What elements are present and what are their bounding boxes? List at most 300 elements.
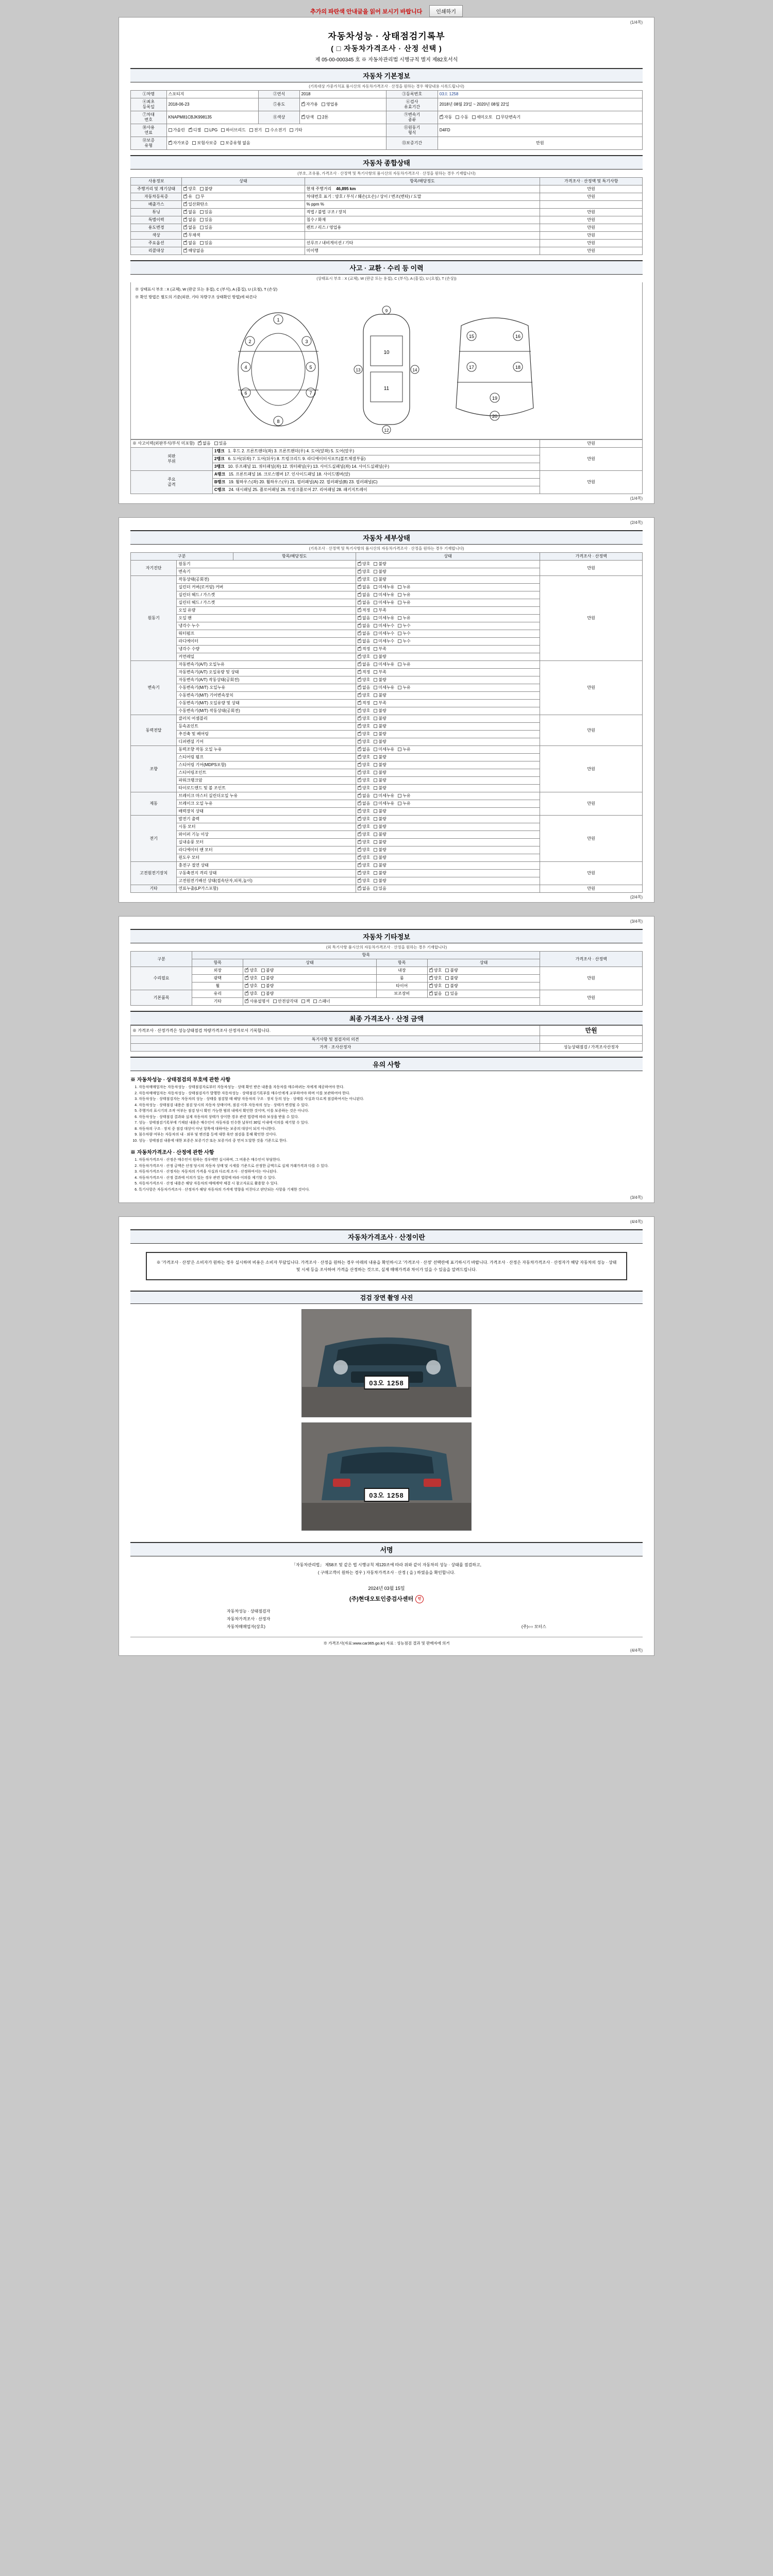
signature-row-label-0: 자동차성능 · 상태점검자: [227, 1609, 271, 1614]
etc-item-etc: 기타: [192, 998, 243, 1006]
precautions-sec1-title: ※ 자동차성능 · 상태점검의 부호에 관한 사항: [130, 1077, 231, 1083]
section-etc-title: 자동차 기타정보: [130, 929, 643, 943]
detail-item-state-1-1: ✓ 없음 미세누유 누유: [356, 584, 540, 591]
precautions-sec2-title: ※ 자동차가격조사 · 산정에 관한 사항: [130, 1150, 214, 1156]
detail-item-label-2-1: 자동변속기(A/T) 오일유량 및 상태: [177, 669, 356, 676]
svg-text:5: 5: [309, 365, 312, 370]
svg-text:16: 16: [515, 334, 521, 339]
car-diagram-center: [348, 305, 425, 434]
assessor-value: 성능상태점검 / 가격조사산정자: [540, 1044, 643, 1052]
detail-item-state-4-4: ✓ 양호 불량: [356, 777, 540, 785]
detail-item-label-1-3: 실린더 헤드 / 가스켓: [177, 599, 356, 607]
overall-row-detail-tuning: 적법 / 불법 구조 / 장치: [305, 208, 540, 216]
rank-label-main: 주요 골격: [131, 471, 213, 494]
overall-row-price-option: 만원: [540, 239, 643, 247]
special-note-value: [540, 1036, 643, 1044]
detail-group-3: 동력전달: [131, 715, 177, 746]
doc-title-line1: 자동차성능 · 상태점검기록부: [328, 31, 445, 41]
basic-value-trans: ✓자동 수동 세미오토 무단변속기: [438, 111, 642, 124]
detail-group-2: 변속기: [131, 661, 177, 715]
basic-value-engine: D4FD: [438, 124, 642, 137]
table-row: [131, 816, 643, 823]
rankA-items: A랭크 15. 프론트패널 16. 크로스멤버 17. 인사이드패널 18. 사이드멤버(앞): [212, 471, 540, 479]
detail-item-label-1-5: 오일 팬: [177, 615, 356, 622]
page-number-bottom-2: (2/4쪽): [630, 895, 643, 900]
overall-row-state-emission: ✓ 일산화탄소: [182, 200, 305, 208]
detail-table-body: [131, 561, 643, 893]
svg-text:10: 10: [383, 350, 390, 355]
detail-item-state-1-2: ✓ 없음 미세누유 누유: [356, 591, 540, 599]
accident-legend-2: ※ 확인 방법은 별도의 기준(외판, 기타 차량구조 상태확인 방법)에 따른다: [135, 294, 257, 299]
detail-item-label-5-1: 브레이크 오일 누유: [177, 800, 356, 808]
detail-item-label-2-5: 수동변속기(M/T) 오일유량 및 상태: [177, 700, 356, 707]
svg-text:20: 20: [492, 414, 498, 419]
accident-rank-table: [130, 439, 643, 494]
list-item: [227, 1615, 546, 1623]
detail-group-6: 전기: [131, 816, 177, 862]
seal-icon: 인: [415, 1595, 424, 1603]
basic-value-fuel: 가솔린 ✓ 디젤 LPG 하이브리드 전기 수소전기 기타: [166, 124, 386, 137]
special-note-label: 특기사항 및 점검자의 의견: [131, 1036, 540, 1044]
detail-item-state-2-5: ✓ 적정 부족: [356, 700, 540, 707]
table-row: [131, 247, 643, 255]
detail-item-label-8-0: 연료누출(LP가스포함): [177, 885, 356, 893]
top-notice: 추가의 파란색 안내글을 읽어 보시기 바랍니다: [310, 8, 423, 15]
list-item: 3. 자동차가격조사 · 산정자는 자동차의 가격을 사실과 다르게 조사 · 산정하여서는 아니된다.: [139, 1170, 643, 1175]
basic-label-vin: ⑦차대 번호: [131, 111, 167, 124]
section-accident-title: 사고 · 교환 · 수리 등 이력: [130, 260, 643, 275]
detail-group-5: 제동: [131, 792, 177, 816]
detail-item-label-2-4: 수동변속기(M/T) 기어변속장치: [177, 692, 356, 700]
etc-group-basic: 기본품목: [131, 990, 192, 1006]
table-row: [131, 990, 643, 998]
table-row: [131, 185, 643, 193]
detail-group-7: 고전원전기장치: [131, 862, 177, 885]
price-notice-text: ※ '가격조사 · 산정'은 소비자가 원하는 경우 실시하며 비용은 소비자 부담입니다. 가격조사 · 산정을 원하는 경우 아래의 내용을 확인하시고 '가격조사 · 산정' 선택란에 표기하시기 바랍니다. 가격조사 · 산정은 자동차가격조사 · 산정자가 해당 자동차의 성능 · 상태 및 시세 등을 조사하여 가격을 산정하는 것으로, 실제 매매가격과 차이가 있을 수 있음을 알려드립니다.: [156, 1260, 617, 1272]
svg-text:8: 8: [277, 419, 280, 424]
basic-label-engine: ⑪원동기 형식: [386, 124, 438, 137]
rank-price-exterior: 만원: [540, 448, 643, 471]
detail-item-state-5-0: ✓ 없음 미세누유 누유: [356, 792, 540, 800]
etc-price-repair: 만원: [540, 967, 643, 990]
detail-item-label-2-2: 자동변속기(A/T) 작동상태(공회전): [177, 676, 356, 684]
signature-footer: ※ 가격조사(자료:www.car365.go.kr) 자료 : 성능점검 결과 및 판매자에 의거: [130, 1637, 643, 1646]
detail-item-label-0-0: 원동기: [177, 561, 356, 568]
svg-text:9: 9: [385, 309, 388, 313]
basic-value-firstreg: 2018-06-23: [166, 98, 259, 111]
etc-state-glass: ✓ 양호 불량: [243, 990, 376, 998]
etc-state-tire: ✓ 양호 불량: [427, 982, 540, 990]
section-detail-note: (기록조사 · 산정액 및 특기사항의 품시산의 자동차가격조사 · 산정을 원하는 경우 기재합니다): [309, 546, 464, 551]
detail-item-state-4-1: ✓ 양호 불량: [356, 754, 540, 761]
page-number-bottom-1: (1/4쪽): [630, 496, 643, 501]
rank3-items: 3랭크 10. 루프패널 11. 쿼터패널(좌) 12. 쿼터패널(우) 13. 사이드실패널(좌) 14. 사이드실패널(우): [212, 463, 540, 471]
table-row: [131, 448, 643, 455]
table-row: [131, 885, 643, 893]
detail-item-label-1-2: 실린더 헤드 / 가스켓: [177, 591, 356, 599]
overall-row-detail-color: [305, 231, 540, 239]
section-precautions-title: 유의 사항: [130, 1057, 643, 1071]
overall-row-label-option: 주요옵션: [131, 239, 182, 247]
rear-photo-plate: 03오 1258: [364, 1488, 409, 1502]
basic-label-trans: ⑨변속기 종류: [386, 111, 438, 124]
overall-row-price-reg: 만원: [540, 193, 643, 200]
detail-item-label-1-0: 작동상태(공회전): [177, 576, 356, 584]
overall-row-state-reg: ✓ 유 무: [182, 193, 305, 200]
list-item: 7. 성능 · 상태점검기록부에 기재된 내용은 매수인이 자동차를 인수한 날부터 30일 이내에 이의를 제기할 수 있다.: [139, 1121, 643, 1126]
detail-header-2: 항목/해당정도: [233, 553, 356, 561]
detail-item-state-1-10: ✓ 양호 불량: [356, 653, 540, 661]
basic-value-inspection: 2018년 08월 23일 ~ 2020년 08월 22일: [438, 98, 642, 111]
table-row: [131, 200, 643, 208]
detail-item-state-1-0: ✓ 양호 불량: [356, 576, 540, 584]
precautions-body: [130, 1075, 643, 1193]
detail-item-state-0-0: ✓ 양호 불량: [356, 561, 540, 568]
overall-row-detail-usechange: 렌트 / 리스 / 영업용: [305, 224, 540, 231]
detail-item-label-2-0: 자동변속기(A/T) 오일누유: [177, 661, 356, 669]
basic-value-regno: 03오 1258: [438, 90, 642, 98]
detail-item-state-2-2: ✓ 양호 불량: [356, 676, 540, 684]
page-number-bottom-3: (3/4쪽): [630, 1195, 643, 1200]
rank1-items: 1랭크 1. 후드 2. 프론트팬더(좌) 3. 프론트팬더(우) 4. 도어(앞좌) 5. 도어(앞우): [212, 448, 540, 455]
overall-row-detail-emission: % ppm %: [305, 200, 540, 208]
rank-price-main: 만원: [540, 471, 643, 494]
basic-value-warranty-period: 만원: [438, 137, 642, 149]
detail-group-price-6: 만원: [540, 816, 643, 862]
svg-text:1: 1: [277, 317, 280, 323]
detail-header-3: 상태: [356, 553, 540, 561]
detail-item-label-4-5: 타이로드엔드 및 볼 조인트: [177, 785, 356, 792]
detail-item-state-1-9: ✓ 적정 부족: [356, 646, 540, 653]
detail-item-label-3-0: 클러치 어셈블리: [177, 715, 356, 723]
table-row: [131, 967, 643, 975]
list-item: 3. 자동차성능 · 상태점검자는 자동차의 성능 · 상태를 점검할 때 해당 자동차의 구조 · 장치 등의 성능 · 상태를 사실과 다르게 점검하여서는 아니된다.: [139, 1097, 643, 1103]
detail-item-state-2-4: ✓ 양호 불량: [356, 692, 540, 700]
table-row: [131, 471, 643, 479]
page-title: [130, 30, 643, 54]
detail-item-label-6-4: 라디에이터 팬 모터: [177, 846, 356, 854]
detail-item-label-1-1: 실린더 커버(로커암) 커버: [177, 584, 356, 591]
svg-text:4: 4: [244, 365, 247, 370]
detail-item-label-4-4: 파워크랭크암: [177, 777, 356, 785]
detail-item-state-2-6: ✓ 양호 불량: [356, 707, 540, 715]
basic-label-warranty-period: ⑬보증기간: [386, 137, 438, 149]
detail-item-state-1-5: ✓ 없음 미세누유 누유: [356, 615, 540, 622]
section-basic-info-title: 자동차 기본정보: [130, 68, 643, 82]
rankB-items: B랭크 19. 휠하우스(좌) 20. 휠하우스(우) 21. 필러패널(A) 22. 필러패널(B) 23. 필러패널(C): [212, 479, 540, 486]
basic-label-warranty: ⑫보증 유형: [131, 137, 167, 149]
etc-item-aux: 보조장비: [376, 990, 427, 998]
detail-item-label-1-10: 커먼레일: [177, 653, 356, 661]
detail-item-label-1-6: 냉각수 누수: [177, 622, 356, 630]
detail-item-state-1-4: ✓ 적정 부족: [356, 607, 540, 615]
signature-title: 서명: [130, 1542, 643, 1556]
overall-row-detail-option: 선루프 / 내비게이션 / 기타: [305, 239, 540, 247]
overall-row-price-mileage: 만원: [540, 185, 643, 193]
list-item: [227, 1607, 546, 1615]
list-item: 5. 자동차가격조사 · 산정 내용은 해당 자동차의 매매계약 체결 시 참고자료로 활용할 수 있다.: [139, 1181, 643, 1187]
section-photos-title: 검검 장면 촬영 사진: [130, 1291, 643, 1304]
detail-table: [130, 552, 643, 893]
detail-group-1: 원동기: [131, 576, 177, 661]
front-photo-illustration: [302, 1310, 472, 1417]
svg-text:13: 13: [356, 368, 361, 372]
overall-row-label-mileage: 주행거리 및 계기상태: [131, 185, 182, 193]
detail-item-label-6-0: 발전기 출력: [177, 816, 356, 823]
detail-group-price-2: 만원: [540, 661, 643, 715]
detail-item-state-7-1: ✓ 양호 불량: [356, 870, 540, 877]
list-item: [227, 1623, 546, 1631]
overall-row-label-emission: 배출가스: [131, 200, 182, 208]
top-bar: [119, 0, 654, 17]
overall-row-detail-recall: 미이행: [305, 247, 540, 255]
basic-value-warranty: ✓자가보증 보험사보증 보증유형 없음: [166, 137, 386, 149]
svg-text:18: 18: [515, 365, 521, 370]
print-button[interactable]: 인쇄하기: [429, 5, 463, 17]
page-number-top-2: (2/4쪽): [630, 520, 643, 525]
svg-text:6: 6: [244, 391, 247, 396]
signature-rows: [227, 1607, 546, 1631]
overall-row-price-tuning: 만원: [540, 208, 643, 216]
overall-row-state-mileage: ✓ 양호 불량: [182, 185, 305, 193]
etc-price-basic: 만원: [540, 990, 643, 1006]
accident-legend-1: ※ 상태표시 부호 : X (교체), W (판금 또는 용접), C (부식), A (흠집), U (요철), T (손상): [135, 286, 278, 292]
detail-item-label-6-2: 와이퍼 기능 이상: [177, 831, 356, 839]
table-row: [131, 661, 643, 669]
page-number-top-3: (3/4쪽): [630, 919, 643, 924]
detail-item-label-4-3: 스티어링조인트: [177, 769, 356, 777]
signature-body-line2: ( 구매고객이 원하는 경우 ) 자동차가격조사 · 산정 ( 을 ) 하였음을 확인합니다.: [317, 1570, 456, 1575]
section-overall-title: 자동차 종합상태: [130, 155, 643, 170]
page-number-top-4: (4/4쪽): [630, 1219, 643, 1224]
etc-state-interior: ✓ 양호 불량: [427, 967, 540, 975]
overall-row-state-usechange: ✓ 없음 있음: [182, 224, 305, 231]
detail-item-state-2-1: ✓ 적정 부족: [356, 669, 540, 676]
basic-label-inspection: ⑥검사 유효기간: [386, 98, 438, 111]
basic-value-vin: KNAPM81CBJK998135: [166, 111, 259, 124]
table-row: [131, 561, 643, 568]
detail-item-state-7-0: ✓ 양호 불량: [356, 862, 540, 870]
final-price-note: ※ 가격조사 · 산정가격은 성능상태점검 차량가격조사 산정자로서 기록합니다.: [131, 1026, 540, 1036]
rear-photo: [301, 1422, 472, 1531]
table-row: [131, 862, 643, 870]
detail-item-label-0-1: 변속기: [177, 568, 356, 576]
detail-item-state-6-5: ✓ 양호 불량: [356, 854, 540, 862]
etc-subheader-2: 상태: [243, 959, 376, 967]
detail-item-state-1-6: ✓ 없음 미세누수 누수: [356, 622, 540, 630]
table-row: [131, 208, 643, 216]
detail-item-label-2-3: 수동변속기(M/T) 오일누유: [177, 684, 356, 692]
rank-label-exterior: 외판 부위: [131, 448, 213, 471]
rankC-items: C랭크 24. 대시패널 25. 플로어패널 26. 트렁크플로어 27. 리어패널 28. 패키지트레이: [212, 486, 540, 494]
etc-header-items: 항목: [192, 952, 540, 959]
svg-text:2: 2: [248, 339, 251, 344]
section-price-notice-title: 자동차가격조사 · 산정이란: [130, 1229, 643, 1244]
rear-photo-illustration: [302, 1423, 472, 1531]
svg-text:11: 11: [383, 386, 390, 392]
photo-list: [130, 1309, 643, 1531]
basic-label-fuel: ⑩사용 연료: [131, 124, 167, 137]
signature-company: (주)현대오토인증검사센터 인: [130, 1595, 643, 1603]
precautions-sec1-list: [139, 1085, 643, 1144]
list-item: 2. 자동차가격조사 · 산정 금액은 산정 당시의 자동차 상태 및 시세를 기준으로 산정한 금액으로 실제 거래가격과 다를 수 있다.: [139, 1164, 643, 1170]
etc-item-room: 룸: [376, 975, 427, 982]
overall-row-label-usechange: 용도변경: [131, 224, 182, 231]
page-4: [119, 1216, 654, 1656]
etc-item-exterior: 외장: [192, 967, 243, 975]
accident-diagram-box: [130, 282, 643, 440]
section-overall-note: (부호, 조유품, 가격조사 · 산정액 및 특기사항의 품시산의 자동차가격조사 · 산정을 원하는 경우 기재합니다): [297, 171, 476, 176]
detail-item-label-4-2: 스티어링 기어(MDPS포함): [177, 761, 356, 769]
etc-state-aux: ✓ 없음 있음: [427, 990, 540, 998]
table-row: [131, 193, 643, 200]
signature-body-line1: 「자동차관리법」 제58조 및 같은 법 시행규칙 제120조에 따라 위와 같이 자동차의 성능 · 상태를 점검하고,: [292, 1563, 481, 1568]
basic-label-color: ⑧색상: [259, 111, 299, 124]
detail-item-label-1-7: 워터펌프: [177, 630, 356, 638]
detail-item-state-6-2: ✓ 양호 불량: [356, 831, 540, 839]
detail-item-label-3-2: 추진축 및 베어링: [177, 731, 356, 738]
detail-group-price-1: 만원: [540, 576, 643, 661]
basic-value-carname: 스포티지: [166, 90, 259, 98]
page-2: [119, 517, 654, 903]
detail-item-state-6-0: ✓ 양호 불량: [356, 816, 540, 823]
price-notice-box: [146, 1252, 627, 1280]
front-photo-plate: 03오 1258: [364, 1376, 409, 1389]
etc-state-wheel: ✓ 양호 불량: [243, 982, 376, 990]
exterior-accident-question: ※ 사고이력(외판부식/부식 미포함) ✓ 없음 있음: [131, 440, 540, 448]
etc-table: [130, 951, 643, 1006]
overall-header-2: 항목/해당정도: [305, 177, 540, 185]
detail-item-state-6-1: ✓ 양호 불량: [356, 823, 540, 831]
svg-text:7: 7: [309, 391, 312, 396]
detail-group-price-8: 만원: [540, 885, 643, 893]
detail-item-label-7-1: 구동축전지 격리 상태: [177, 870, 356, 877]
etc-state-exterior: ✓ 양호 불량: [243, 967, 376, 975]
list-item: 6. 특기사항은 자동차가격조사 · 산정자가 해당 자동차의 가격에 영향을 미친다고 판단되는 사항을 기재한 것이다.: [139, 1188, 643, 1193]
rank2-items: 2랭크 6. 도어(뒤좌) 7. 도어(뒤우) 8. 트렁크리드 9. 라디에이터서포트(볼트체결부품): [212, 455, 540, 463]
section-basic-info-note: (기록대상 가중가치표 품시산의 자동차가격조사 · 산정을 원하는 경우 해당내용 시록드립니다): [309, 83, 464, 89]
detail-item-state-5-1: ✓ 없음 미세누유 누유: [356, 800, 540, 808]
detail-item-state-3-3: ✓ 양호 불량: [356, 738, 540, 746]
signature-row-label-2: 자동차매매업자(상호): [227, 1624, 265, 1630]
table-row: [131, 239, 643, 247]
section-final-price-title: 최종 가격조사 · 산정 금액: [130, 1011, 643, 1025]
detail-item-label-7-2: 고전원전기배선 상태(접속단자,피복,높이): [177, 877, 356, 885]
overall-table: [130, 177, 643, 255]
detail-group-price-0: 만원: [540, 561, 643, 576]
detail-item-label-5-0: 브레이크 마스터 실린더오일 누유: [177, 792, 356, 800]
etc-header-group: 구분: [131, 952, 192, 967]
table-row: [131, 715, 643, 723]
svg-text:12: 12: [384, 428, 389, 433]
detail-item-label-7-0: 충전구 절연 상태: [177, 862, 356, 870]
etc-subheader-1: 항목: [192, 959, 243, 967]
overall-row-label-special: 특별이력: [131, 216, 182, 224]
car-diagram-left: [224, 305, 332, 434]
basic-info-table: [130, 90, 643, 150]
basic-label-year: ②연식: [259, 90, 299, 98]
detail-item-state-8-0: ✓ 없음 있음: [356, 885, 540, 893]
doc-subline: 제 05-00-000345 호 ※ 자동차관리법 시행규칙 별지 제82호서식: [315, 57, 458, 63]
etc-item-interior: 내장: [376, 967, 427, 975]
signature-body: [130, 1556, 643, 1582]
svg-text:17: 17: [468, 365, 475, 370]
detail-group-price-4: 만원: [540, 746, 643, 792]
list-item: 10. 성능 · 상태점검 내용에 대한 보증은 보증기간 또는 보증거리 중 먼저 도달한 것을 기준으로 한다.: [139, 1139, 643, 1144]
final-price-table: [130, 1025, 643, 1052]
etc-item-polish: 광택: [192, 975, 243, 982]
detail-item-state-5-2: ✓ 양호 불량: [356, 808, 540, 816]
detail-item-state-4-3: ✓ 양호 불량: [356, 769, 540, 777]
detail-item-state-4-2: ✓ 양호 불량: [356, 761, 540, 769]
overall-row-label-tuning: 튜닝: [131, 208, 182, 216]
table-row: [131, 216, 643, 224]
detail-group-price-3: 만원: [540, 715, 643, 746]
detail-item-label-3-3: 디퍼렌셜 기어: [177, 738, 356, 746]
detail-item-state-1-8: ✓ 없음 미세누수 누수: [356, 638, 540, 646]
detail-item-state-7-2: ✓ 양호 불량: [356, 877, 540, 885]
table-row: [131, 1036, 643, 1044]
table-row: [131, 231, 643, 239]
detail-item-state-4-0: ✓ 없음 미세누유 누유: [356, 746, 540, 754]
basic-label-firstreg: ④최초 등록일: [131, 98, 167, 111]
detail-group-4: 조향: [131, 746, 177, 792]
basic-label-usage: ⑤용도: [259, 98, 299, 111]
overall-row-price-special: 만원: [540, 216, 643, 224]
section-etc-note: (외 특기사항 품시산의 자동차가격조사 · 산정을 원하는 경우 기재합니다): [326, 945, 447, 950]
section-detail-title: 자동차 세부상태: [130, 530, 643, 545]
basic-label-regno: ③등록번호: [386, 90, 438, 98]
list-item: 5. 주행거리 표시기의 조작 여부는 점검 당시 확인 가능한 범위 내에서 확인한 것이며, 이를 보증하는 것은 아니다.: [139, 1109, 643, 1114]
signature-section: [130, 1542, 643, 1646]
overall-row-detail-mileage: 현재 주행거리 46,895 km: [305, 185, 540, 193]
etc-group-repair: 수리필요: [131, 967, 192, 990]
etc-state-room: ✓ 양호 불량: [427, 975, 540, 982]
signature-row-value-2: (주)○○ 모터스: [521, 1624, 546, 1630]
detail-item-state-2-0: ✓ 없음 미세누유 누유: [356, 661, 540, 669]
detail-group-price-5: 만원: [540, 792, 643, 816]
detail-item-label-4-1: 스티어링 펌프: [177, 754, 356, 761]
detail-item-state-3-2: ✓ 양호 불량: [356, 731, 540, 738]
detail-item-state-1-3: ✓ 없음 미세누유 누유: [356, 599, 540, 607]
list-item: 4. 자동차성능 · 상태점검 내용은 점검 당시의 자동차 상태이며, 점검 이후 자동차의 성능 · 상태가 변경될 수 있다.: [139, 1103, 643, 1109]
overall-row-state-color: ✓ 무채색: [182, 231, 305, 239]
overall-header-1: 상태: [182, 177, 305, 185]
page-number-bottom-4: (4/4쪽): [630, 1648, 643, 1653]
page-1: [119, 17, 654, 504]
basic-label-carname: ①차명: [131, 90, 167, 98]
detail-item-state-6-3: ✓ 양호 불량: [356, 839, 540, 846]
etc-subheader-4: 상태: [427, 959, 540, 967]
detail-group-0: 자기진단: [131, 561, 177, 576]
overall-row-state-option: ✓ 없음 있음: [182, 239, 305, 247]
detail-group-8: 기타: [131, 885, 177, 893]
etc-header-price: 가격조사 · 산정액: [540, 952, 643, 967]
table-row: [131, 224, 643, 231]
basic-value-usage: ✓ 자가용 영업용: [299, 98, 386, 111]
detail-item-label-4-0: 동력조향 작동 오일 누유: [177, 746, 356, 754]
overall-row-price-color: 만원: [540, 231, 643, 239]
detail-item-label-2-6: 수동변속기(M/T) 작동상태(공회전): [177, 707, 356, 715]
overall-row-label-recall: 리콜대상: [131, 247, 182, 255]
overall-row-state-recall: ✓ 해당없음: [182, 247, 305, 255]
detail-item-label-6-1: 시동 모터: [177, 823, 356, 831]
etc-subheader-3: 항목: [376, 959, 427, 967]
final-price-value: 만원: [540, 1026, 643, 1036]
signature-date: 2024년 03월 15일: [368, 1585, 405, 1591]
etc-state-etc: ✓ 사용설명서 안전삼각대 잭 스패너: [243, 998, 540, 1006]
detail-group-price-7: 만원: [540, 862, 643, 885]
